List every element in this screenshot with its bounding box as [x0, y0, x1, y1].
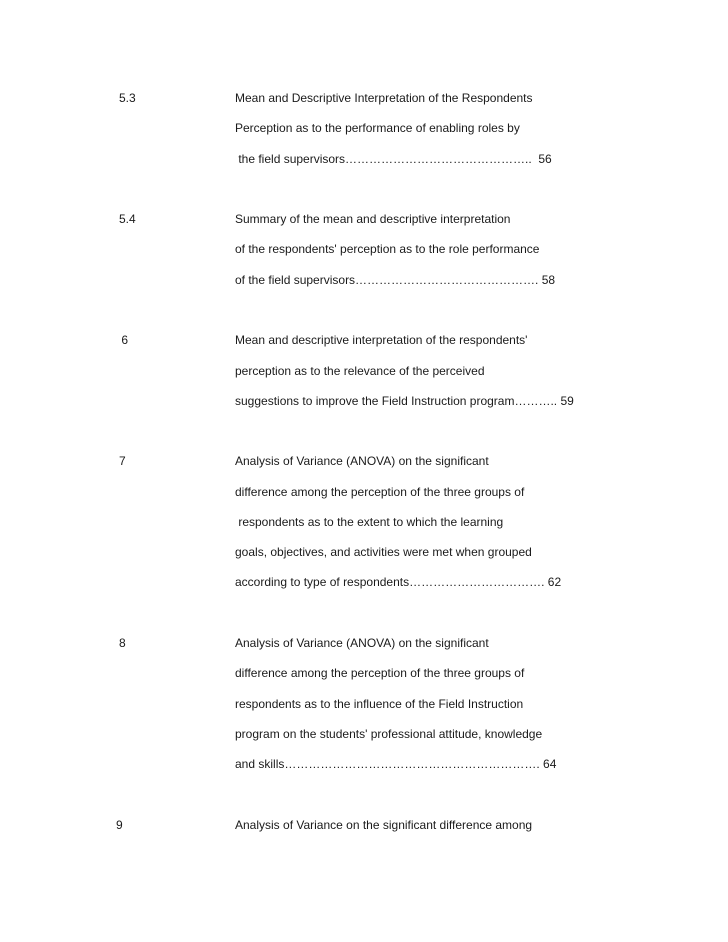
entry-line: program on the students' professional attitude, knowledge [235, 727, 543, 741]
entry-line: perception as to the relevance of the perceived [235, 364, 485, 378]
entry-number: 6 [118, 333, 129, 347]
entry-line: of the respondents' perception as to the role performance [235, 242, 540, 256]
entry-line: goals, objectives, and activities were met when grouped [235, 545, 532, 559]
entry-line: Analysis of Variance (ANOVA) on the significant [235, 636, 489, 650]
entry-line: respondents as to the influence of the Field Instruction [235, 697, 524, 711]
entry-line: difference among the perception of the three groups of [235, 666, 525, 680]
entry-line: Perception as to the performance of enabling roles by [235, 121, 520, 135]
entry-line: respondents as to the extent to which the learning [235, 515, 504, 529]
entry-line: of the field supervisors………………………………………. 58 [235, 273, 556, 287]
entry-line: the field supervisors……………………………………….. 56 [235, 152, 552, 166]
entry-number: 8 [119, 636, 126, 650]
entry-line: Mean and descriptive interpretation of the respondents' [235, 333, 528, 347]
entry-line: difference among the perception of the three groups of [235, 485, 525, 499]
entry-number: 5.4 [119, 212, 136, 226]
entry-number: 5.3 [119, 91, 136, 105]
entry-line: Analysis of Variance (ANOVA) on the significant [235, 454, 489, 468]
entry-line: Analysis of Variance on the significant difference among [235, 818, 533, 832]
entry-line: Mean and Descriptive Interpretation of the Respondents [235, 91, 533, 105]
entry-number: 9 [116, 818, 123, 832]
entry-line: and skills………………………………………………………. 64 [235, 757, 557, 771]
entry-line: suggestions to improve the Field Instruction program……….. 59 [235, 394, 574, 408]
entry-line: according to type of respondents……………………………. 62 [235, 575, 562, 589]
entry-line: Summary of the mean and descriptive interpretation [235, 212, 511, 226]
entry-number: 7 [119, 454, 126, 468]
